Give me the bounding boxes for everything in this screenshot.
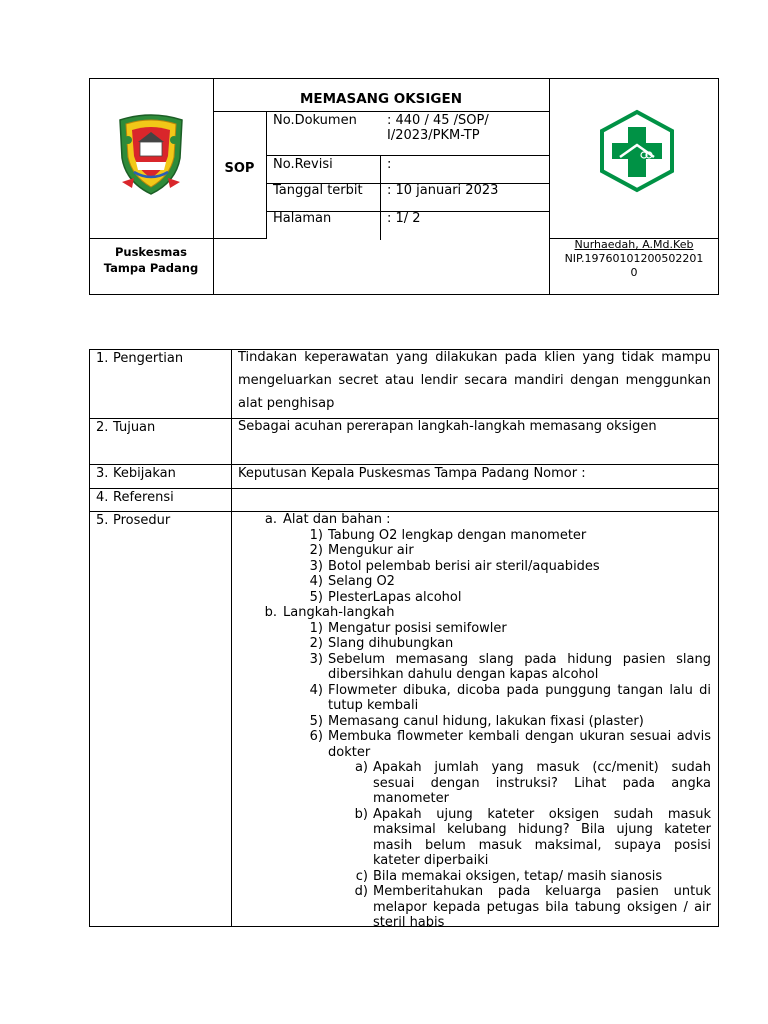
list-item-text: Selang O2 [328, 574, 395, 589]
list-heading: Langkah-langkah [283, 605, 395, 620]
signer-name: Nurhaedah, A.Md.Keb [574, 238, 694, 251]
section-number-kebijakan: 3. [96, 466, 109, 481]
field-label-halaman: Halaman [273, 211, 332, 226]
signer-block [549, 238, 719, 280]
list-item [238, 528, 716, 544]
list-marker: a. [264, 512, 277, 527]
list-heading: Alat dan bahan : [283, 512, 391, 527]
list-marker: 5) [309, 589, 323, 605]
puskesmas-cross-icon [596, 109, 678, 193]
sop-label: SOP [224, 161, 255, 176]
section-number-referensi: 4. [96, 490, 109, 505]
document-title: MEMASANG OKSIGEN [299, 91, 463, 107]
list-item-text: Memasang canul hidung, lakukan fixasi (plaster) [328, 713, 644, 729]
list-item-text: Tabung O2 lengkap dengan manometer [328, 527, 587, 543]
list-item [238, 729, 716, 760]
list-item-text: Mengatur posisi semifowler [328, 620, 507, 636]
list-item [238, 543, 716, 559]
list-item [238, 559, 716, 575]
procedure-b-heading [238, 605, 716, 621]
list-marker: b. [264, 605, 277, 620]
list-marker: 6) [309, 729, 323, 744]
section-text-pengertian: Tindakan keperawatan yang dilakukan pada klien yang tidak mampu mengeluarkan secret atau lendir secara mandiri dengan menggunkan alat penghisap [238, 350, 711, 411]
field-label-no-dokumen: No.Dokumen [273, 113, 357, 128]
section-label-kebijakan: Kebijakan [113, 466, 176, 481]
puskesmas-logo [596, 109, 678, 193]
field-value-halaman: : 1/ 2 [387, 211, 421, 226]
section-label-tujuan: Tujuan [113, 420, 156, 435]
list-marker: 2) [309, 636, 323, 651]
list-marker: 2) [309, 543, 323, 558]
list-marker: 5) [309, 713, 323, 729]
list-item-text: PlesterLapas alcohol [328, 589, 462, 605]
regional-crest-logo [114, 112, 188, 196]
procedure-a-heading [238, 512, 716, 528]
section-label-referensi: Referensi [113, 490, 174, 505]
list-marker: 4) [309, 574, 323, 589]
list-item-text: Flowmeter dibuka, dicoba pada punggung tangan lalu di tutup kembali [328, 682, 711, 713]
list-marker: 1) [309, 620, 323, 636]
list-marker: b) [354, 806, 368, 822]
org-name [89, 244, 213, 276]
field-label-tanggal-terbit: Tanggal terbit [273, 183, 363, 198]
list-subitem [238, 884, 716, 931]
list-item-text: Apakah ujung kateter oksigen sudah masuk maksimal kelubang hidung? Bila ujung kateter masih belum masuk maksimal, supaya posisi kateter diperbaiki [373, 806, 711, 868]
section-number-prosedur: 5. [96, 513, 109, 528]
org-name-line1: Puskesmas [114, 245, 188, 259]
list-item-text: Membuka flowmeter kembali dengan ukuran sesuai advis dokter [328, 729, 711, 760]
list-marker: 1) [309, 527, 323, 543]
org-name-line2: Tampa Padang [103, 261, 199, 275]
procedure-list [238, 512, 716, 931]
list-item-text: Apakah jumlah yang masuk (cc/menit) sudah sesuai dengan instruksi? Lihat pada angka manometer [373, 760, 711, 806]
section-text-tujuan: Sebagai acuhan pererapan langkah-langkah memasang oksigen [238, 419, 657, 434]
list-item-text: Mengukur air [328, 543, 414, 558]
list-item [238, 574, 716, 590]
list-item [238, 636, 716, 652]
list-item [238, 590, 716, 606]
section-text-kebijakan: Keputusan Kepala Puskesmas Tampa Padang Nomor : [238, 466, 586, 481]
signer-nip: NIP.19760101200502201 0 [564, 252, 704, 279]
list-item-text: Memberitahukan pada keluarga pasien untuk melapor kepada petugas bila tabung oksigen / air steril habis [373, 884, 711, 930]
list-marker: 3) [309, 558, 323, 574]
field-value-no-revisi: : [387, 157, 392, 172]
field-value-no-dokumen: : 440 / 45 /SOP/ I/2023/PKM-TP [387, 113, 489, 143]
section-number-tujuan: 2. [96, 420, 109, 435]
list-item-text: Sebelum memasang slang pada hidung pasien slang dibersihkan dahulu dengan kapas alcohol [328, 651, 711, 682]
list-item-text: Bila memakai oksigen, tetap/ masih sianosis [373, 868, 663, 884]
list-marker: c) [355, 868, 368, 884]
list-subitem [238, 869, 716, 885]
field-value-tanggal-terbit: : 10 januari 2023 [387, 183, 499, 198]
field-label-no-revisi: No.Revisi [273, 157, 333, 172]
list-subitem [238, 760, 716, 807]
section-label-pengertian: Pengertian [113, 351, 184, 366]
list-marker: 3) [309, 651, 323, 667]
section-number-pengertian: 1. [96, 351, 109, 366]
list-item-text: Botol pelembab berisi air steril/aquabides [328, 558, 600, 574]
list-marker: d) [354, 884, 368, 899]
list-item-text: Slang dihubungkan [328, 636, 454, 651]
list-subitem [238, 807, 716, 869]
list-item [238, 714, 716, 730]
list-item [238, 652, 716, 683]
section-label-prosedur: Prosedur [113, 513, 171, 528]
crest-icon [114, 112, 188, 196]
list-item [238, 683, 716, 714]
list-marker: a) [354, 760, 368, 775]
list-item [238, 621, 716, 637]
list-marker: 4) [309, 682, 323, 698]
